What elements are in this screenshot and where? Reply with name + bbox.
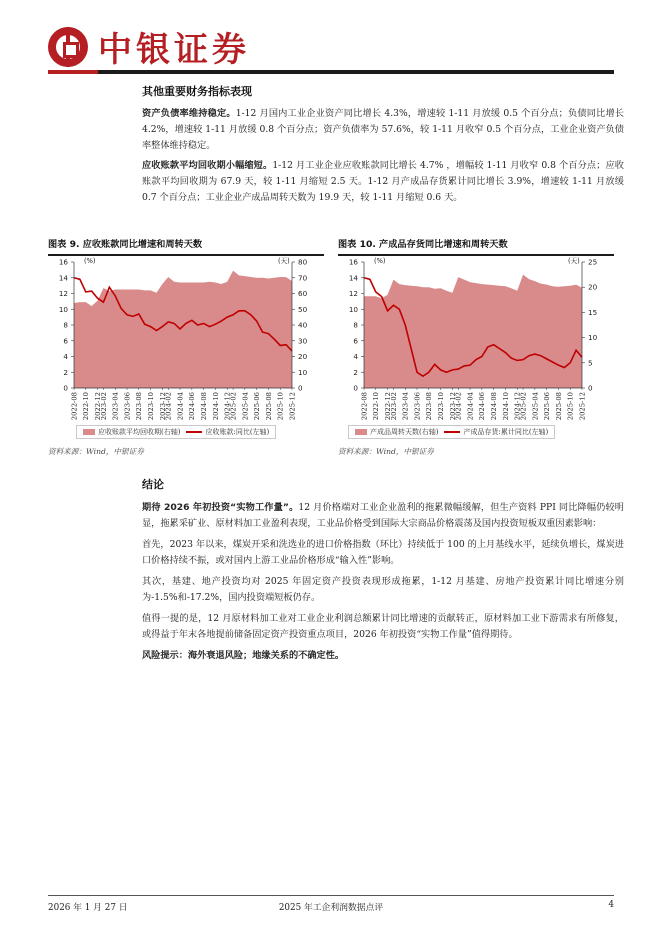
tick-label-bottom: 2023-12	[158, 392, 167, 421]
tick-label-right: 20	[298, 352, 308, 361]
header-logo	[48, 22, 250, 71]
tick-label-right: 30	[298, 336, 308, 346]
legend-label: 产成品周转天数(右轴)	[370, 428, 439, 436]
tick-label-left: 6	[63, 336, 68, 346]
legend-label: 应收账款:同比(左轴)	[205, 428, 270, 436]
series-area-turnover-days	[364, 275, 582, 388]
axis-unit-right: (天)	[278, 257, 290, 265]
tick-label-right: 15	[588, 307, 598, 317]
section-financial-indicators	[142, 83, 624, 206]
risk-text: 风险提示：海外衰退风险；地缘关系的不确定性。	[142, 650, 345, 661]
figure-title: 图表 9. 应收账款同比增速和周转天数	[48, 239, 203, 250]
risk-warning	[142, 648, 624, 664]
footer-rule	[48, 895, 614, 896]
tick-label-right: 20	[588, 282, 598, 292]
section-title: 结论	[142, 478, 164, 491]
tick-label-bottom: 2025-12	[578, 392, 587, 421]
tick-label-bottom: 2022-10	[372, 392, 381, 421]
tick-label-bottom: 2025-06	[543, 392, 552, 421]
axis-unit-left: (%)	[84, 257, 96, 265]
legend-item-line	[444, 427, 548, 437]
tick-label-bottom: 2025-08	[554, 392, 563, 421]
tick-label-bottom: 2024-02	[164, 392, 173, 421]
tick-label-right: 25	[588, 257, 598, 267]
figure-source: 资料来源：Wind，中银证券	[48, 447, 144, 456]
tick-label-right: 70	[298, 273, 308, 283]
paragraph-outlook: 值得一提的是，12 月原材料加工业对工业企业利润总额累计同比增速的贡献转正，原材料加工业下游需求有所修复，或得益于年末各地提前储备固定资产投资重点项目，2026 年初投资“实物工作量”值得期待。	[142, 613, 624, 640]
tick-label-left: 12	[348, 289, 358, 298]
tick-label-left: 2	[63, 367, 68, 377]
section-title: 其他重要财务指标表现	[142, 85, 252, 98]
tick-label-right: 50	[298, 304, 308, 314]
tick-label-bottom: 2023-02	[389, 392, 398, 421]
tick-label-bottom: 2024-04	[176, 392, 185, 421]
tick-label-bottom: 2023-08	[135, 392, 144, 421]
tick-label-bottom: 2023-12	[448, 392, 457, 421]
tick-label-bottom: 2022-12	[93, 392, 102, 421]
tick-label-right: 5	[588, 358, 593, 368]
legend-item-line	[186, 427, 269, 437]
footer-doc-title: 2025 年工企利润数据点评	[278, 903, 384, 913]
tick-label-right: 80	[298, 257, 308, 267]
tick-label-right: 10	[298, 367, 308, 377]
tick-label-bottom: 2023-04	[401, 392, 410, 421]
tick-label-left: 14	[58, 273, 68, 283]
tick-label-bottom: 2024-12	[223, 392, 232, 421]
tick-label-left: 8	[353, 320, 358, 330]
chart-legend	[76, 425, 276, 439]
tick-label-bottom: 2023-06	[123, 392, 132, 421]
tick-label-left: 4	[63, 352, 68, 361]
logo-text: 中银证券	[98, 30, 250, 70]
tick-label-bottom: 2023-08	[425, 392, 434, 421]
paragraph-body: 12 月价格端对工业企业盈利的拖累微幅缓解，但生产资料 PPI 同比降幅仍较明显，拖累采矿业、原材料加工业盈利表现，工业品价格受到国际大宗商品价格震荡及国内投资短板双重因素影响：	[142, 502, 624, 529]
paragraph-receivables	[142, 158, 624, 206]
bank-of-china-logo-icon	[48, 27, 88, 67]
paragraph-body: 1-12 月国内工业企业资产同比增长 4.3%，增速较 1-11 月放缓 0.5 个百分点；负债同比增长 4.2%，增速较 1-11 月放缓 0.8 个百分点；资产负债率为 57.6%，较 1-11 月收窄 0.5 个百分点，工业企业资产负债率整体维持稳定。	[142, 108, 624, 151]
tick-label-bottom: 2022-08	[360, 392, 369, 421]
tick-label-right: 10	[588, 333, 598, 343]
paragraph-coal-import: 首先，2023 年以来，煤炭开采和洗选业的进口价格指数（环比）持续低于 100 的上月基线水平，延续负增长，煤炭进口价格持续不振，或对国内上游工业品价格形成“输入性”影响。	[142, 539, 624, 566]
legend-label: 产成品存货:累计同比(左轴)	[463, 428, 549, 436]
tick-label-bottom: 2022-10	[82, 392, 91, 421]
tick-label-bottom: 2024-08	[200, 392, 209, 421]
tick-label-left: 12	[58, 289, 68, 298]
tick-label-bottom: 2023-10	[436, 392, 445, 421]
tick-label-bottom: 2024-10	[501, 392, 510, 421]
tick-label-right: 40	[298, 320, 308, 330]
tick-label-bottom: 2024-12	[513, 392, 522, 421]
tick-label-bottom: 2023-04	[111, 392, 120, 421]
tick-label-bottom: 2024-02	[454, 392, 463, 421]
paragraph-lead: 资产负债率维持稳定。	[142, 108, 236, 119]
paragraph-conclusion-lead	[142, 500, 624, 532]
axis-unit-right: (天)	[568, 257, 580, 265]
tick-label-left: 6	[353, 336, 358, 346]
tick-label-bottom: 2024-04	[466, 392, 475, 421]
tick-label-bottom: 2022-12	[383, 392, 392, 421]
paragraph-lead: 应收账款平均回收期小幅缩短。	[142, 160, 273, 171]
tick-label-bottom: 2023-02	[99, 392, 108, 421]
tick-label-bottom: 2024-06	[188, 392, 197, 421]
chart-receivables	[48, 252, 324, 442]
legend-item-area	[83, 427, 180, 437]
tick-label-left: 10	[58, 304, 68, 314]
tick-label-bottom: 2024-08	[490, 392, 499, 421]
tick-label-left: 14	[348, 273, 358, 283]
header-rule-accent	[48, 70, 98, 74]
tick-label-bottom: 2025-04	[241, 392, 250, 421]
chart-inventory	[338, 252, 614, 442]
tick-label-bottom: 2025-02	[229, 392, 238, 421]
paragraph-debt-ratio	[142, 106, 624, 154]
tick-label-left: 2	[353, 367, 358, 377]
axis-unit-left: (%)	[374, 257, 386, 265]
paragraph-lead: 期待 2026 年初投资“实物工作量”。	[142, 502, 299, 513]
paragraph-body: 1-12 月工业企业应收账款同比增长 4.7% ，增幅较 1-11 月收窄 0.8 个百分点；应收账款平均回收期为 67.9 天，较 1-11 月缩短 2.5 天。1-12 月产成品存货累计同比增长 3.9%，增速较 1-11 月放缓 0.7 个百分点；工业企业产成品周转天数为 19.9 天，较 1-11 月缩短 0.6 天。	[142, 160, 624, 203]
tick-label-left: 16	[58, 257, 68, 267]
legend-label: 应收账款平均回收期(右轴)	[98, 428, 181, 436]
tick-label-right: 60	[298, 289, 308, 298]
tick-label-right: 0	[298, 383, 303, 393]
tick-label-bottom: 2025-08	[264, 392, 273, 421]
paragraph-investment: 其次，基建、地产投资均对 2025 年固定资产投资表现形成拖累，1-12 月基建、房地产投资累计同比增速分别为-1.5%和-17.2%，国内投资端短板仍存。	[142, 576, 624, 603]
tick-label-bottom: 2022-08	[70, 392, 79, 421]
tick-label-left: 4	[353, 352, 358, 361]
tick-label-bottom: 2023-10	[146, 392, 155, 421]
legend-item-area	[355, 427, 438, 437]
footer-page-number: 4	[608, 900, 614, 910]
footer-date: 2026 年 1 月 27 日	[48, 903, 128, 913]
tick-label-bottom: 2025-06	[253, 392, 262, 421]
tick-label-left: 10	[348, 304, 358, 314]
tick-label-bottom: 2024-06	[478, 392, 487, 421]
tick-label-bottom: 2025-04	[531, 392, 540, 421]
tick-label-left: 8	[63, 320, 68, 330]
tick-label-bottom: 2025-10	[276, 392, 285, 421]
tick-label-left: 0	[63, 383, 68, 393]
series-area-turnover-days	[74, 271, 292, 388]
chart-legend	[348, 425, 555, 439]
tick-label-bottom: 2025-10	[566, 392, 575, 421]
header-rule	[48, 70, 614, 74]
tick-label-right: 0	[588, 383, 593, 393]
section-conclusion	[142, 476, 624, 664]
tick-label-left: 0	[353, 383, 358, 393]
tick-label-bottom: 2023-06	[413, 392, 422, 421]
figure-title: 图表 10. 产成品存货同比增速和周转天数	[338, 239, 508, 250]
tick-label-left: 16	[348, 257, 358, 267]
tick-label-bottom: 2025-12	[288, 392, 297, 421]
tick-label-bottom: 2024-10	[211, 392, 220, 421]
figure-source: 资料来源：Wind，中银证券	[338, 447, 434, 456]
tick-label-bottom: 2025-02	[519, 392, 528, 421]
